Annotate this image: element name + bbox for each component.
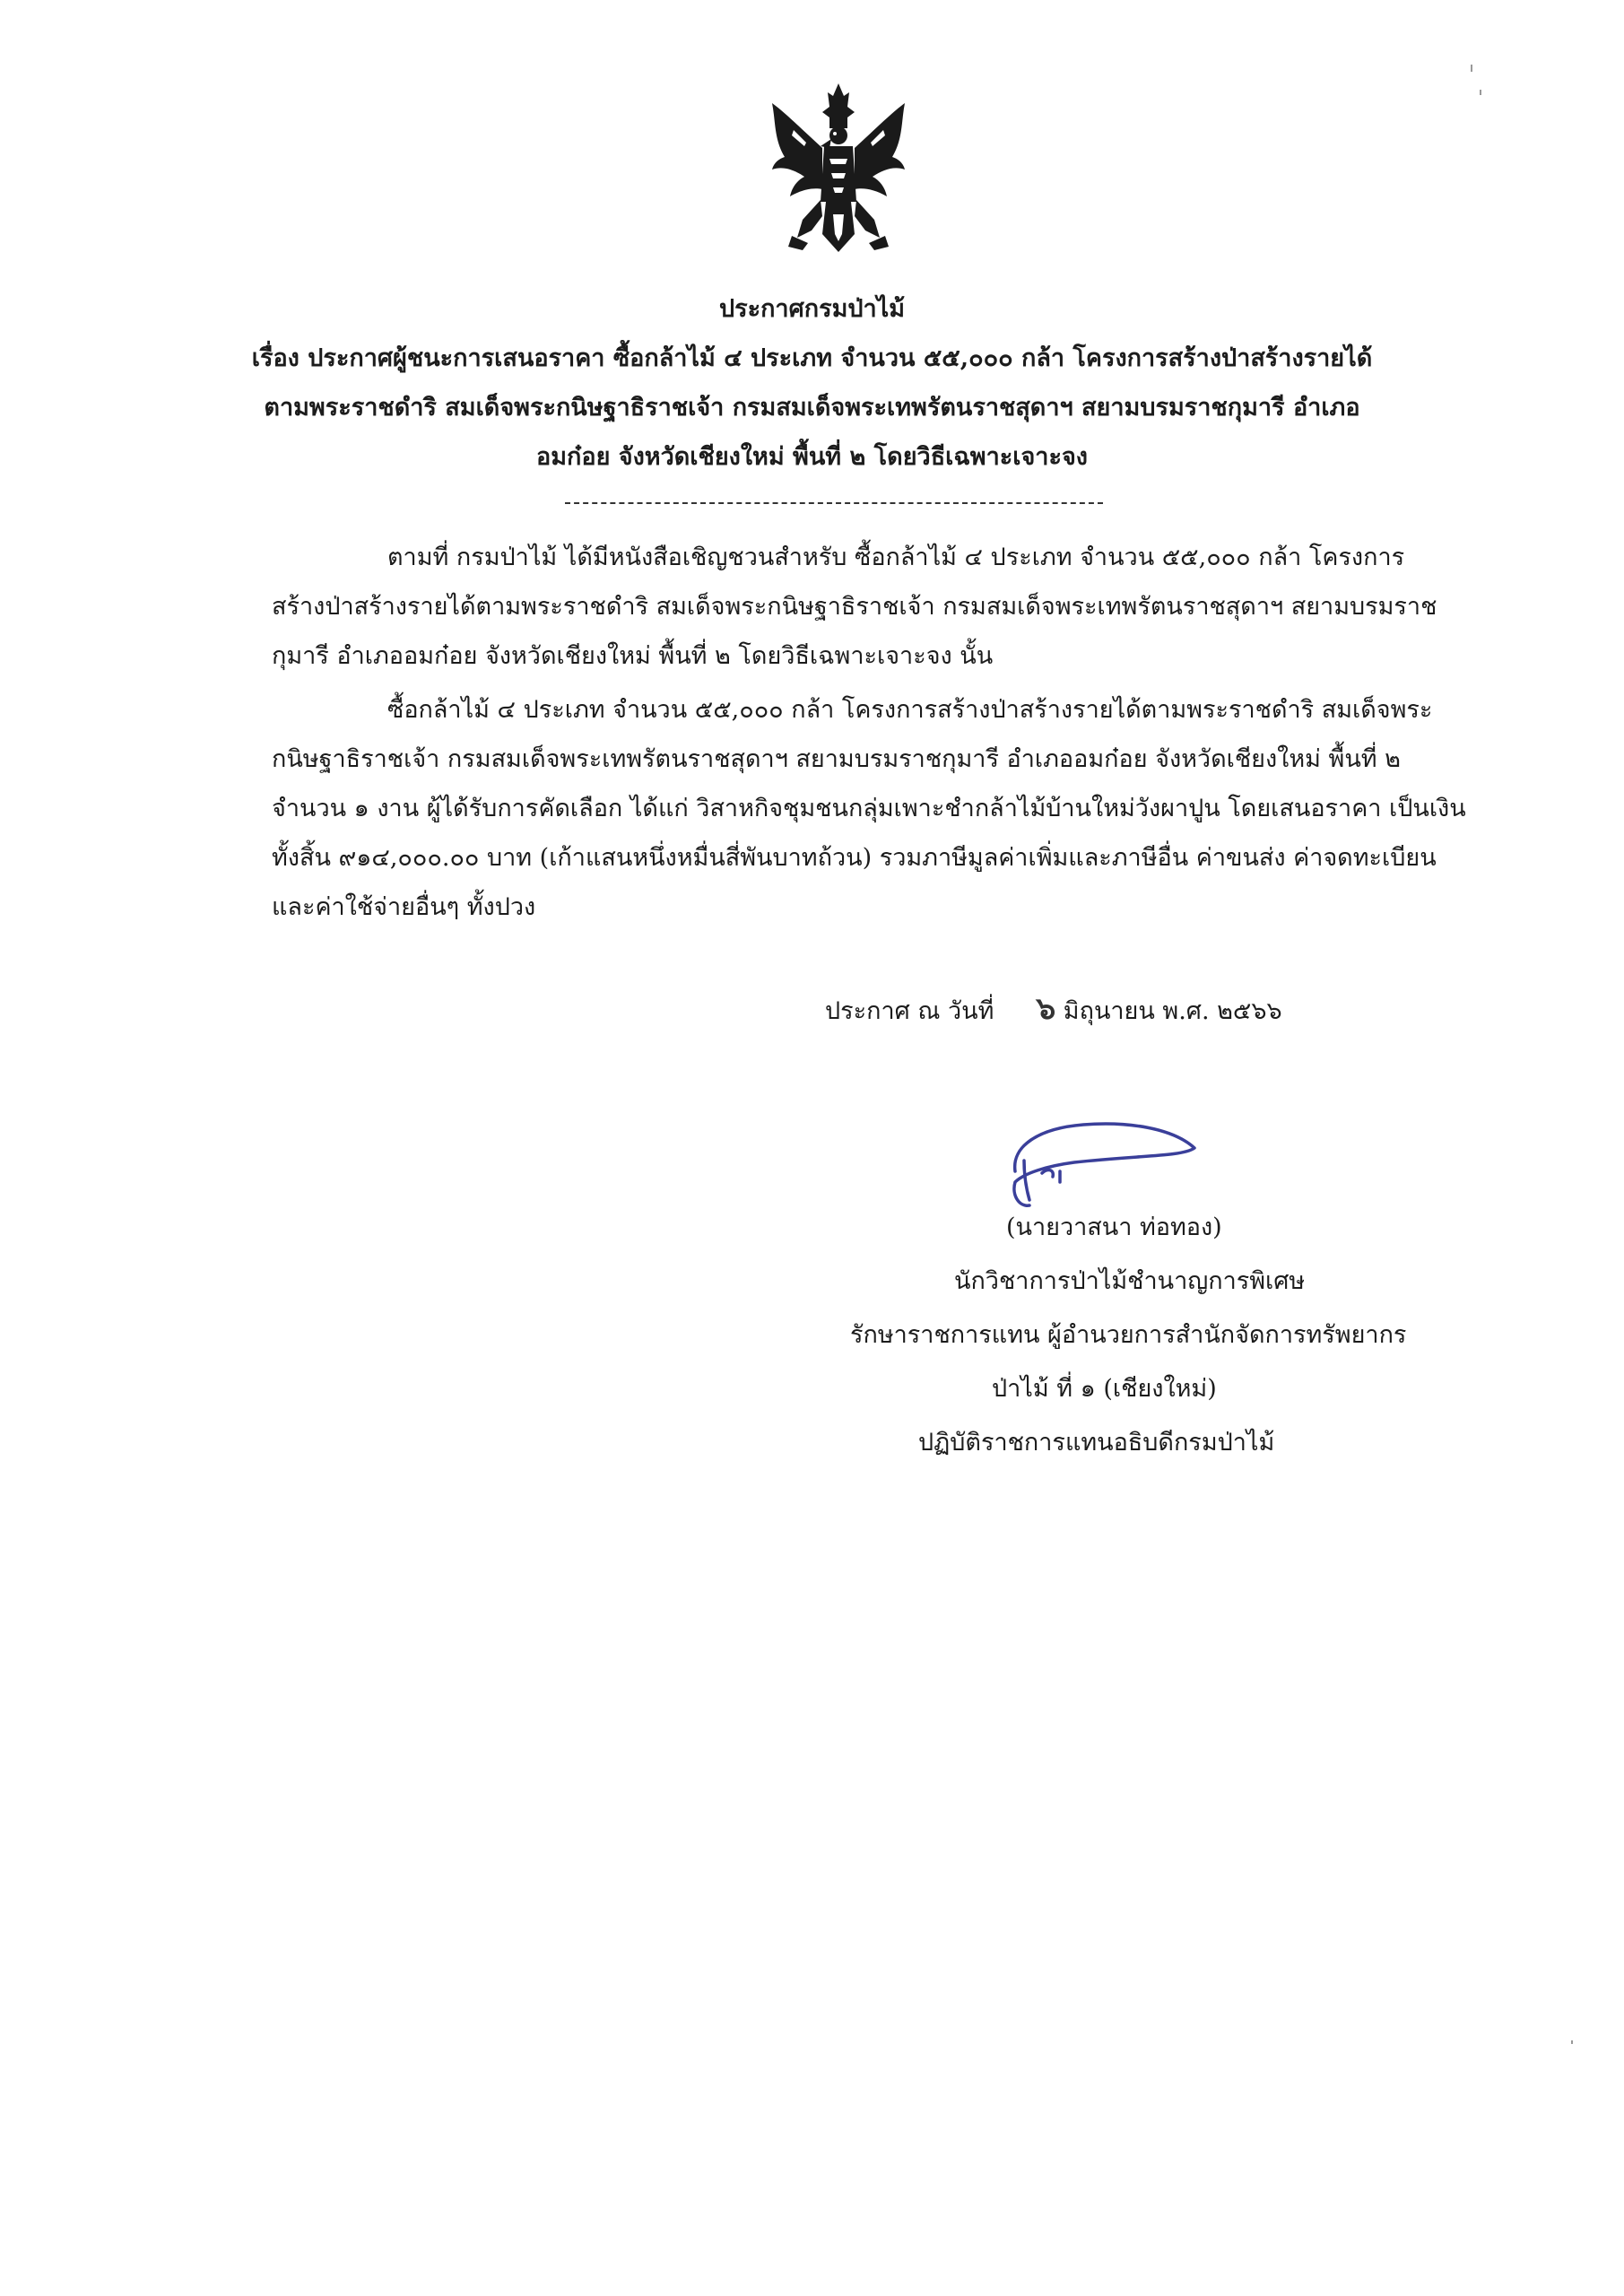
signatory-name: (นายวาสนา ท่อทอง) (1006, 1213, 1222, 1241)
paragraph-line: กนิษฐาธิราชเจ้า กรมสมเด็จพระเทพรัตนราชสุดาฯ สยามบรมราชกุมารี อำเภออมก๋อย จังหวัดเชียงใหม่ พื้นที่ ๒ (272, 745, 1401, 773)
garuda-emblem-icon (767, 76, 910, 265)
signatory-position-2: รักษาราชการแทน ผู้อำนวยการสำนักจัดการทรัพยากร (850, 1321, 1407, 1349)
subject-line-2: ตามพระราชดำริ สมเด็จพระกนิษฐาธิราชเจ้า กรมสมเด็จพระเทพรัตนราชสุดาฯ สยามบรมราชกุมารี อำเภอ (264, 394, 1360, 422)
paragraph-line: กุมารี อำเภออมก๋อย จังหวัดเชียงใหม่ พื้นที่ ๒ โดยวิธีเฉพาะเจาะจง นั้น (272, 642, 994, 670)
scan-speck (1480, 90, 1481, 95)
handwritten-signature (1003, 1101, 1218, 1227)
paragraph-line: และค่าใช้จ่ายอื่นๆ ทั้งปวง (272, 893, 536, 921)
signatory-position-4: ปฏิบัติราชการแทนอธิบดีกรมป่าไม้ (918, 1429, 1275, 1457)
scan-speck (1571, 2040, 1573, 2044)
separator-rule (565, 502, 1103, 504)
subject-line-3: อมก๋อย จังหวัดเชียงใหม่ พื้นที่ ๒ โดยวิธีเฉพาะเจาะจง (536, 443, 1088, 471)
announcement-date (825, 991, 1282, 1027)
agency-title: ประกาศกรมป่าไม้ (718, 295, 906, 323)
paragraph-line: ซื้อกล้าไม้ ๔ ประเภท จำนวน ๕๕,๐๐๐ กล้า โครงการสร้างป่าสร้างรายได้ตามพระราชดำริ สมเด็จพระ (387, 696, 1433, 724)
signatory-position-3: ป่าไม้ ที่ ๑ (เชียงใหม่) (992, 1375, 1217, 1403)
subject-line-1: เรื่อง ประกาศผู้ชนะการเสนอราคา ซื้อกล้าไม้ ๔ ประเภท จำนวน ๕๕,๐๐๐ กล้า โครงการสร้างป่าสร้างรายได้ (251, 344, 1373, 372)
date-suffix: มิถุนายน พ.ศ. ๒๕๖๖ (1063, 997, 1282, 1025)
paragraph-line: สร้างป่าสร้างรายได้ตามพระราชดำริ สมเด็จพระกนิษฐาธิราชเจ้า กรมสมเด็จพระเทพรัตนราชสุดาฯ สยามบรมราช (272, 593, 1437, 621)
date-day: ๖ (1036, 991, 1056, 1027)
paragraph-line: จำนวน ๑ งาน ผู้ได้รับการคัดเลือก ได้แก่ วิสาหกิจชุมชนกลุ่มเพาะชำกล้าไม้บ้านใหม่วังผาปูน โดยเสนอราคา เป็นเงิน (272, 795, 1466, 822)
signatory-position-1: นักวิชาการป่าไม้ชำนาญการพิเศษ (954, 1267, 1306, 1295)
paragraph-line: ทั้งสิ้น ๙๑๔,๐๐๐.๐๐ บาท (เก้าแสนหนึ่งหมื่นสี่พันบาทถ้วน) รวมภาษีมูลค่าเพิ่มและภาษีอื่น ค่าขนส่ง ค่าจดทะเบียน (272, 844, 1437, 872)
paragraph-line: ตามที่ กรมป่าไม้ ได้มีหนังสือเชิญชวนสำหรับ ซื้อกล้าไม้ ๔ ประเภท จำนวน ๕๕,๐๐๐ กล้า โครงการ (387, 544, 1405, 571)
date-prefix: ประกาศ ณ วันที่ (825, 997, 994, 1025)
scan-speck (1471, 65, 1472, 72)
